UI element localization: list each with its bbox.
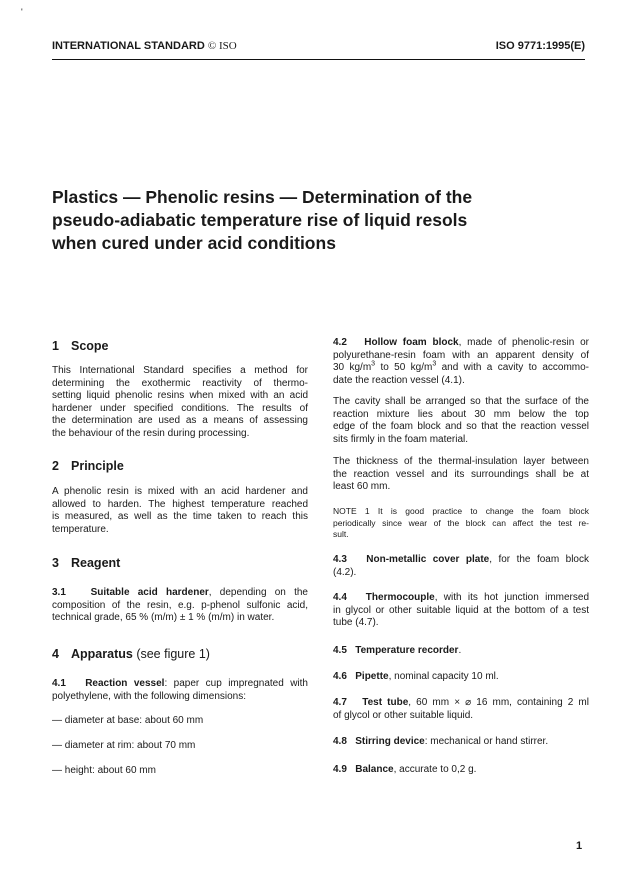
clause-number: 4.1 [52,678,66,689]
text-line: setting liquid phenolic resins when mixed with an acid [52,390,308,402]
foam-block-item [333,337,589,387]
clause-number: 4.5 [333,645,347,656]
text-line: hardener under specified conditions. The results of [52,402,308,414]
clause-text: . [458,645,462,656]
superscript: 3 [432,360,437,368]
clause-term: Hollow foam block [364,337,459,348]
clause-number: 4.6 [333,671,347,682]
section-number: 2 [52,459,59,473]
clause-text: , accurate to 0,2 g. [393,764,477,775]
pipette-item [333,671,589,684]
note-line: NOTE 1 It is good practice to change the foam block [333,506,589,516]
text-line: reaction mixture lies about 30 mm below the top [333,408,589,420]
clause-term: Thermocouple [365,592,435,603]
text-line: temperature. [52,523,109,535]
dimension-text: — diameter at base: about 60 mm [52,715,204,726]
cover-plate-item [333,554,589,579]
clause-number: 3.1 [52,587,66,598]
text-line: tube (4.7). [333,617,379,629]
copyright-mark: © ISO [207,40,237,52]
text-line: date the reaction vessel (4.1). [333,374,465,386]
scope-paragraph [52,365,308,441]
density-line [333,362,589,375]
clause-term: Temperature recorder [355,645,459,656]
section-principle-heading [52,460,308,473]
superscript: 3 [371,360,376,368]
standard-type: INTERNATIONAL STANDARD [52,40,205,52]
insulation-paragraph [333,456,589,494]
clause-text: , made of phenolic-resin or [458,337,589,348]
clause-number: 4.3 [333,554,347,565]
clause-number: 4.9 [333,764,347,775]
clause-term: Reaction vessel [85,678,165,689]
thermocouple-item [333,592,589,630]
text-line: This International Standard specifies a method for [52,365,308,376]
clause-text: , for the foam block [489,554,589,565]
reaction-vessel-item [52,678,308,703]
text-fragment: to 50 kg/m [375,362,433,374]
clause-term: Non-metallic cover plate [366,554,490,565]
text-fragment: and with a cavity to accommo- [436,362,590,374]
section-title: Scope [71,339,109,353]
dimension-text: — height: about 60 mm [52,765,156,776]
note-1 [333,506,589,541]
dimension-item [52,740,308,753]
clause-term: Suitable acid hardener [90,587,209,598]
section-title: Reagent [71,556,121,570]
section-title: Principle [71,459,124,473]
text-line: polyurethane-resin foam with an apparent density of [333,349,589,361]
section-suffix: (see figure 1) [136,647,210,661]
clause-term: Test tube [362,697,409,708]
clause-term: Pipette [355,671,389,682]
document-title [52,186,592,255]
stirring-device-item [333,736,589,749]
cavity-paragraph [333,396,589,446]
section-scope-heading [52,340,308,353]
header-rule [52,59,585,60]
header-left [52,40,237,52]
text-line: A phenolic resin is mixed with an acid hardener and [52,486,308,497]
text-line: least 60 mm. [333,481,391,493]
reagent-item [52,587,308,625]
clause-number: 4.4 [333,592,347,603]
recorder-item [333,645,589,658]
clause-term: Balance [355,764,394,775]
dimension-item [52,765,308,778]
test-tube-item [333,697,589,722]
text-line: composition of the resin, e.g. p-phenol sulfonic acid, [52,599,308,611]
title-line: when cured under acid conditions [52,233,336,253]
text-line: The cavity shall be arranged so that the surface of the [333,396,589,407]
section-reagent-heading [52,557,308,570]
text-fragment: 30 kg/m [333,362,372,374]
text-line: the behaviour of the resin during processing. [52,427,250,439]
text-line: (4.2). [333,566,357,578]
section-number: 1 [52,339,59,353]
principle-paragraph [52,486,308,536]
title-line: pseudo-adiabatic temperature rise of liquid resols [52,210,468,230]
note-line: periodically since wear of the block can affect the test re- [333,517,589,528]
clause-number: 4.2 [333,337,347,348]
clause-text: , depending on the [208,587,308,598]
document-number: ISO 9771:1995(E) [495,40,585,52]
text-line: the reaction vessel and its surroundings shall be at [333,468,589,480]
clause-number: 4.7 [333,697,347,708]
clause-text: : paper cup impregnated with [164,678,308,689]
section-number: 3 [52,556,59,570]
running-header [52,40,585,54]
clause-text: , with its hot junction immersed [434,592,589,603]
clause-text: , 60 mm × ⌀ 16 mm, containing 2 ml [408,697,589,708]
corner-mark: ' [21,7,23,17]
text-line: in glycol or other suitable liquid at the bottom of a test [333,604,589,616]
dimension-text: — diameter at rim: about 70 mm [52,740,196,751]
clause-term: Stirring device [355,736,425,747]
text-line: is measured, as well as the time taken to reach this [52,511,308,523]
section-number: 4 [52,647,59,661]
text-line: sits firmly in the foam material. [333,433,469,445]
text-line: technical grade, 65 % (m/m) ± 1 % (m/m) in water. [52,612,275,624]
page-number: 1 [576,840,583,852]
clause-text: : mechanical or hand stirrer. [424,736,549,747]
text-line: the determination are used as a means of assessing [52,415,308,427]
text-line: determining the exothermic reactivity of thermo- [52,377,308,389]
section-apparatus-heading [52,648,308,661]
text-line: allowed to harden. The highest temperature reached [52,498,308,510]
text-line: The thickness of the thermal-insulation layer between [333,456,589,467]
clause-text: , nominal capacity 10 ml. [388,671,499,682]
text-line: of glycol or other suitable liquid. [333,709,474,721]
dimension-item [52,715,308,728]
text-line: polyethylene, with the following dimensions: [52,690,246,702]
text-line: edge of the foam block and so that the reaction vessel [333,421,589,433]
title-line: Plastics — Phenolic resins — Determination of the [52,187,473,207]
note-line: sult. [333,529,349,539]
balance-item [333,764,589,777]
clause-number: 4.8 [333,736,347,747]
section-title: Apparatus [71,647,133,661]
